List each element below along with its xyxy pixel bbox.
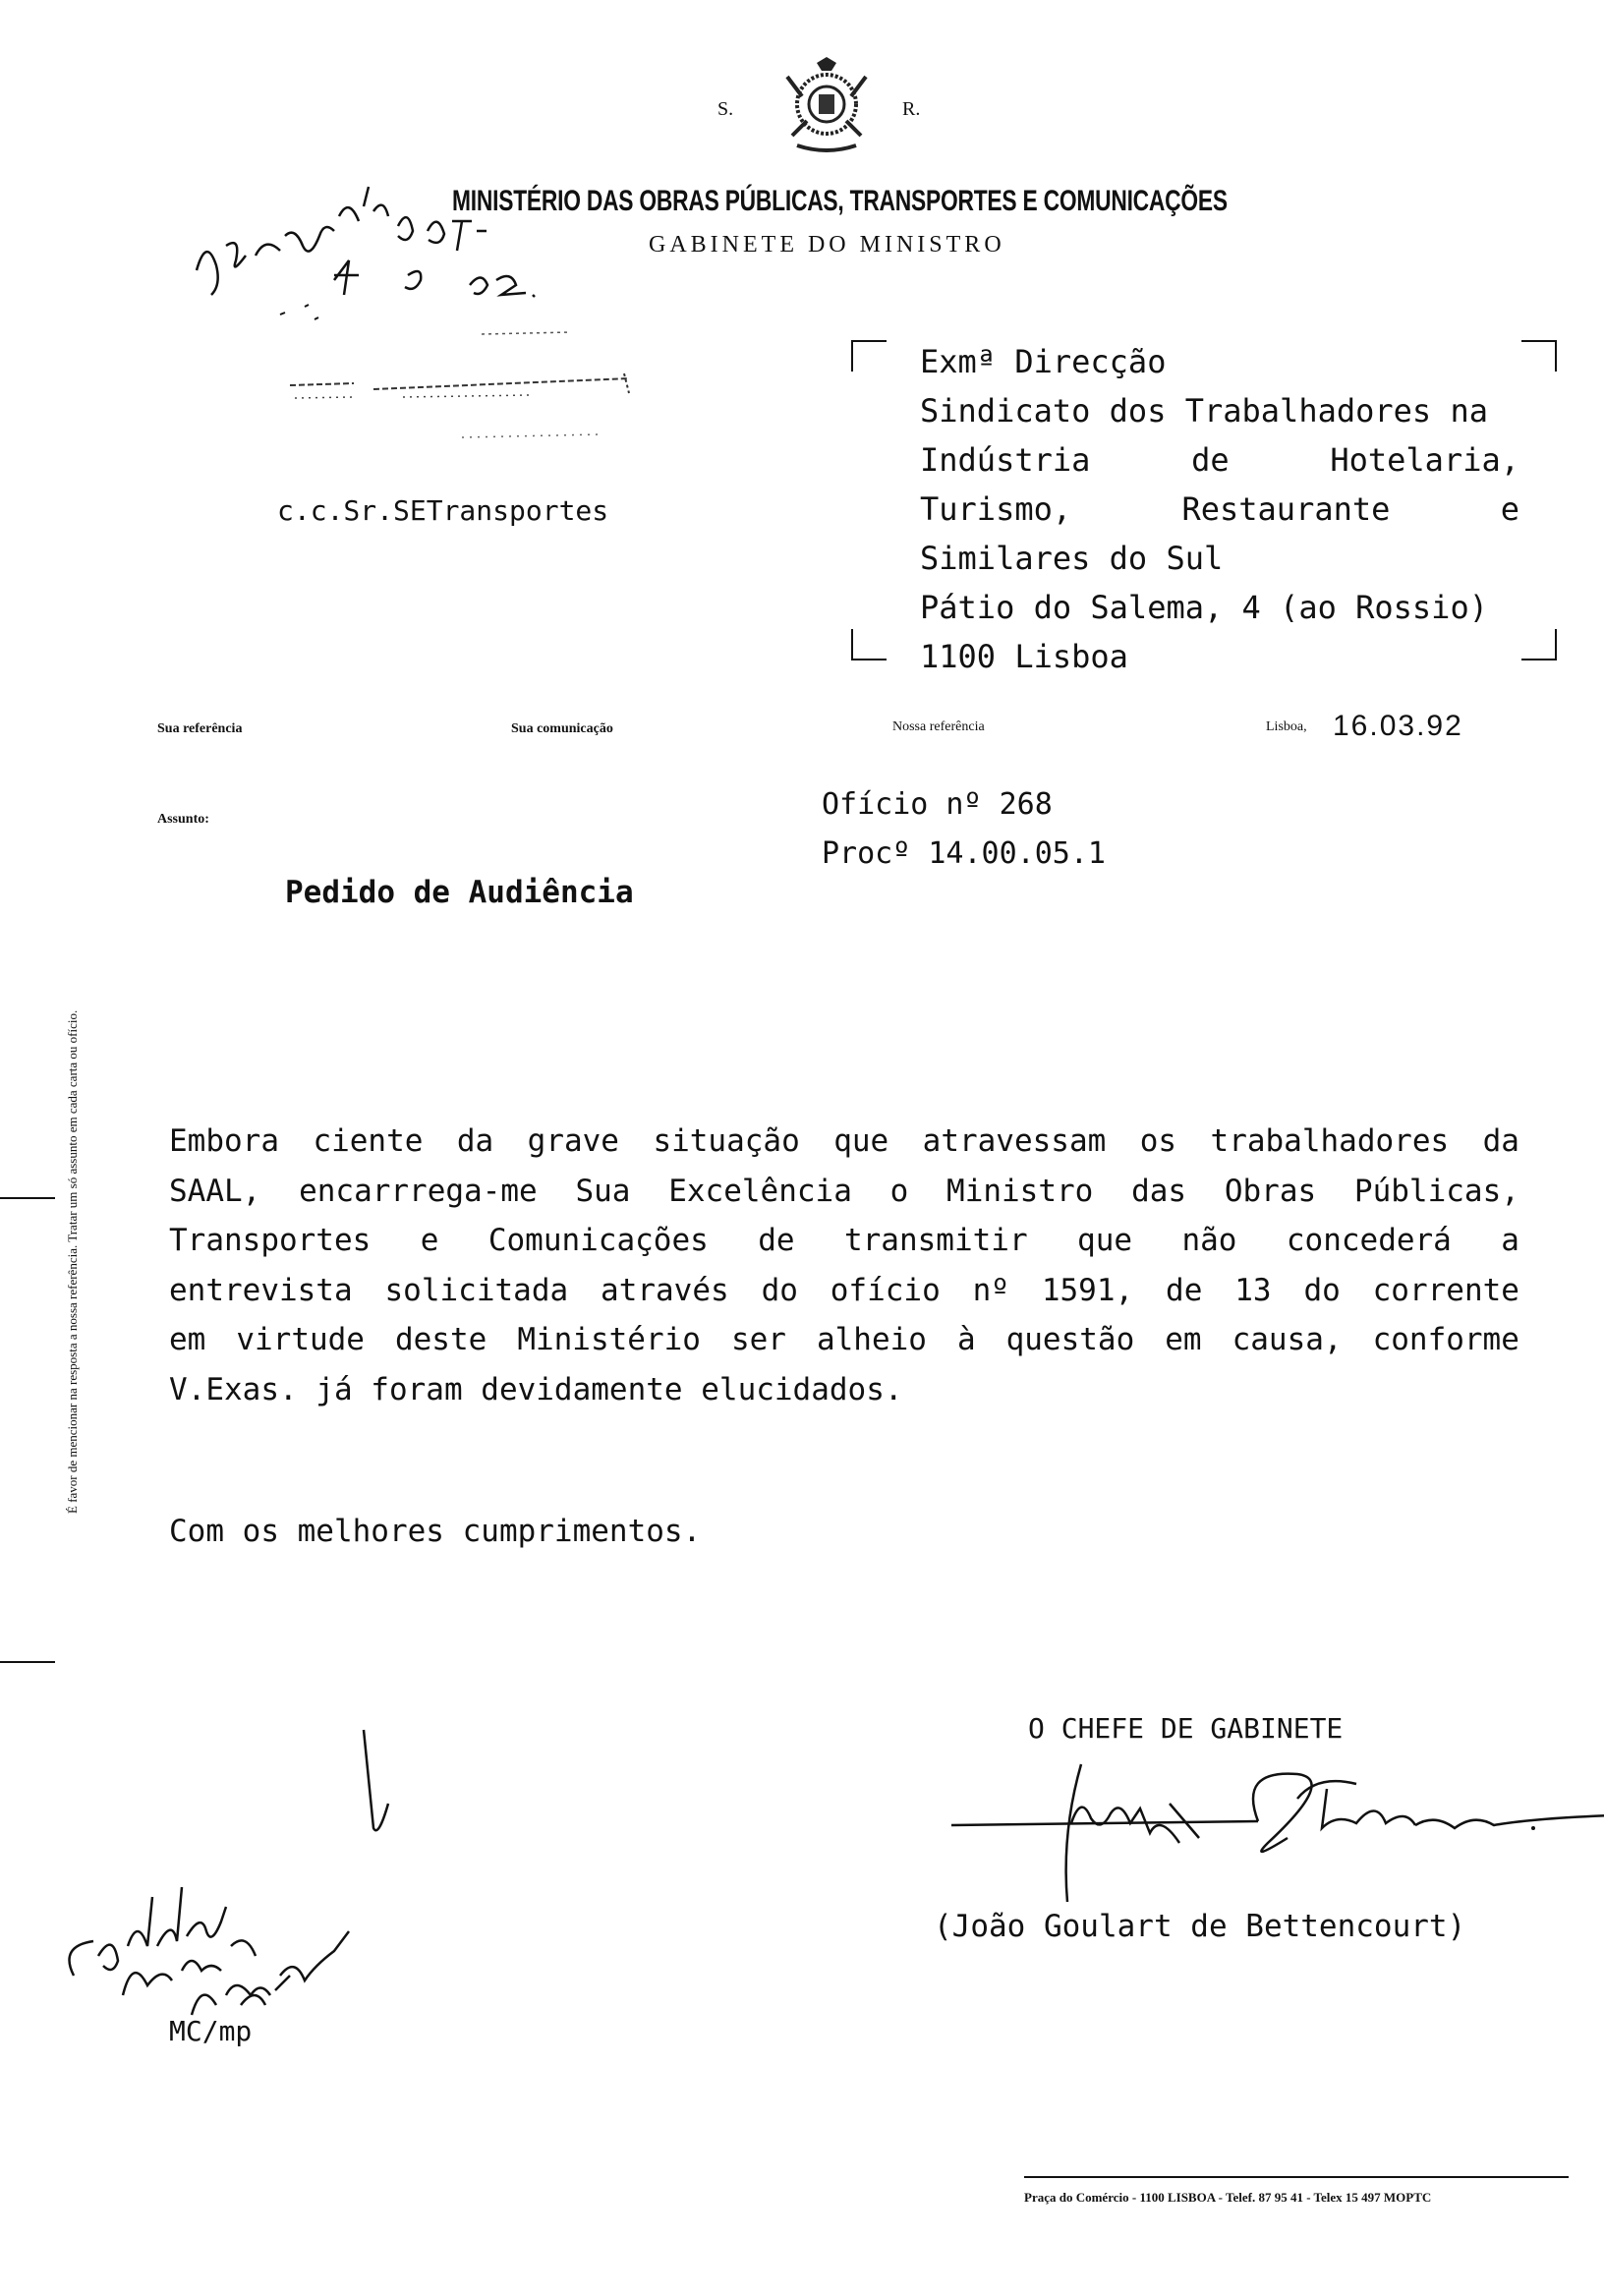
oficio-number: Ofício nº 268 [822, 787, 1053, 822]
oficio-reference [822, 780, 1106, 879]
body-word: das [1131, 1173, 1187, 1209]
body-word: nº [972, 1272, 1009, 1308]
body-line [169, 1266, 1519, 1316]
signature-handwritten [944, 1754, 1604, 1922]
footer-divider [1024, 2176, 1569, 2178]
address-corner-mark [1521, 629, 1557, 660]
carbon-copy-line: c.c.Sr.SETransportes [277, 494, 609, 527]
letter-date: 16.03.92 [1333, 710, 1463, 742]
address-word: de [1191, 441, 1230, 479]
body-word: concederá [1286, 1223, 1452, 1258]
body-word: da [456, 1123, 494, 1159]
body-word: solicitada [384, 1272, 569, 1308]
process-number: Procº 14.00.05.1 [822, 836, 1106, 871]
body-word: o [889, 1173, 909, 1209]
margin-instruction: É favor de mencionar na resposta a nossa referência. Tratar um só assunto em cada carta ou ofício. [65, 1009, 80, 1514]
body-word: trabalhadores [1210, 1123, 1450, 1159]
label-lisboa: Lisboa, [1266, 719, 1307, 734]
body-word: transmitir [843, 1223, 1028, 1258]
body-word: os [1139, 1123, 1177, 1159]
address-word: Indústria [920, 441, 1091, 479]
body-word: em [1165, 1322, 1202, 1357]
address-corner-mark [851, 340, 887, 372]
body-word: alheio [816, 1322, 927, 1357]
address-line: Pátio do Salema, 4 (ao Rossio) [920, 589, 1488, 626]
body-word: Excelência [668, 1173, 852, 1209]
body-word: Ministro [946, 1173, 1094, 1209]
body-word: entrevista [169, 1272, 353, 1308]
closing-line: Com os melhores cumprimentos. [169, 1514, 702, 1549]
ministry-heading: MINISTÉRIO DAS OBRAS PÚBLICAS, TRANSPORTES E COMUNICAÇÕES [452, 185, 1228, 217]
fold-mark [0, 1197, 55, 1199]
body-word: Obras [1224, 1173, 1317, 1209]
body-word: Públicas, [1353, 1173, 1519, 1209]
handwritten-annotation [54, 1720, 388, 2005]
faint-marks [285, 324, 659, 452]
body-word: não [1181, 1223, 1237, 1258]
body-word: grave [527, 1123, 619, 1159]
signatory-title: O CHEFE DE GABINETE [1028, 1712, 1344, 1745]
address-line: Sindicato dos Trabalhadores na [920, 392, 1488, 430]
body-word: V.Exas. já foram devidamente elucidados. [169, 1371, 903, 1407]
typist-initials: MC/mp [169, 2015, 253, 2047]
body-word: Sua [575, 1173, 631, 1209]
body-word: virtude [236, 1322, 365, 1357]
footer-address: Praça do Comércio - 1100 LISBOA - Telef. 87 95 41 - Telex 15 497 MOPTC [1024, 2190, 1432, 2205]
body-word: conforme [1372, 1322, 1519, 1357]
body-word: a [1501, 1223, 1519, 1258]
body-line [169, 1365, 1519, 1415]
fold-mark [0, 1661, 55, 1663]
address-word: e [1500, 490, 1519, 528]
signatory-name: (João Goulart de Bettencourt) [934, 1909, 1466, 1944]
body-line [169, 1167, 1519, 1217]
address-word: Hotelaria, [1330, 441, 1519, 479]
address-line: Similares do Sul [920, 540, 1224, 577]
address-line [920, 485, 1519, 534]
body-word: Comunicações [487, 1223, 709, 1258]
body-word: encarrrega-me [299, 1173, 538, 1209]
body-line [169, 1117, 1519, 1167]
body-word: 1591, [1041, 1272, 1134, 1308]
crest-emblem-icon [773, 57, 881, 155]
body-word: que [1077, 1223, 1133, 1258]
address-line [920, 435, 1519, 485]
recipient-address [920, 337, 1519, 681]
body-word: 13 [1234, 1272, 1272, 1308]
label-assunto: Assunto: [157, 812, 209, 827]
crest-left-letter: S. [717, 98, 734, 120]
address-line: Exmª Direcção [920, 343, 1167, 380]
body-word: Ministério [517, 1322, 701, 1357]
label-sua-comunicacao: Sua comunicação [511, 721, 613, 736]
body-word: do [761, 1272, 798, 1308]
letter-subject: Pedido de Audiência [285, 875, 634, 910]
body-word: corrente [1372, 1272, 1519, 1308]
address-corner-mark [851, 629, 887, 660]
body-word: SAAL, [169, 1173, 261, 1209]
address-word: Turismo, [920, 490, 1072, 528]
body-word: que [833, 1123, 889, 1159]
body-line [169, 1315, 1519, 1365]
body-word: situação [653, 1123, 800, 1159]
body-word: atravessam [922, 1123, 1107, 1159]
body-word: ofício [830, 1272, 941, 1308]
body-word: Embora [169, 1123, 279, 1159]
body-word: causa, [1232, 1322, 1343, 1357]
cabinet-heading: GABINETE DO MINISTRO [649, 232, 1005, 258]
body-word: da [1482, 1123, 1519, 1159]
body-word: Transportes [169, 1223, 372, 1258]
body-word: através [601, 1272, 729, 1308]
crest-right-letter: R. [902, 98, 921, 120]
label-nossa-referencia: Nossa referência [892, 719, 985, 734]
body-word: questão [1005, 1322, 1135, 1357]
body-line [169, 1216, 1519, 1266]
label-sua-referencia: Sua referência [157, 721, 243, 736]
letter-body [169, 1117, 1519, 1414]
handwritten-registry-note [187, 177, 619, 324]
address-corner-mark [1521, 340, 1557, 372]
body-word: de [758, 1223, 795, 1258]
body-word: à [956, 1322, 976, 1357]
address-line: 1100 Lisboa [920, 638, 1128, 675]
body-word: deste [394, 1322, 487, 1357]
body-word: do [1303, 1272, 1341, 1308]
address-word: Restaurante [1181, 490, 1391, 528]
body-word: ser [730, 1322, 786, 1357]
body-word: ciente [313, 1123, 424, 1159]
coat-of-arms [717, 57, 921, 165]
body-word: e [420, 1223, 439, 1258]
body-word: em [169, 1322, 206, 1357]
body-word: de [1166, 1272, 1203, 1308]
